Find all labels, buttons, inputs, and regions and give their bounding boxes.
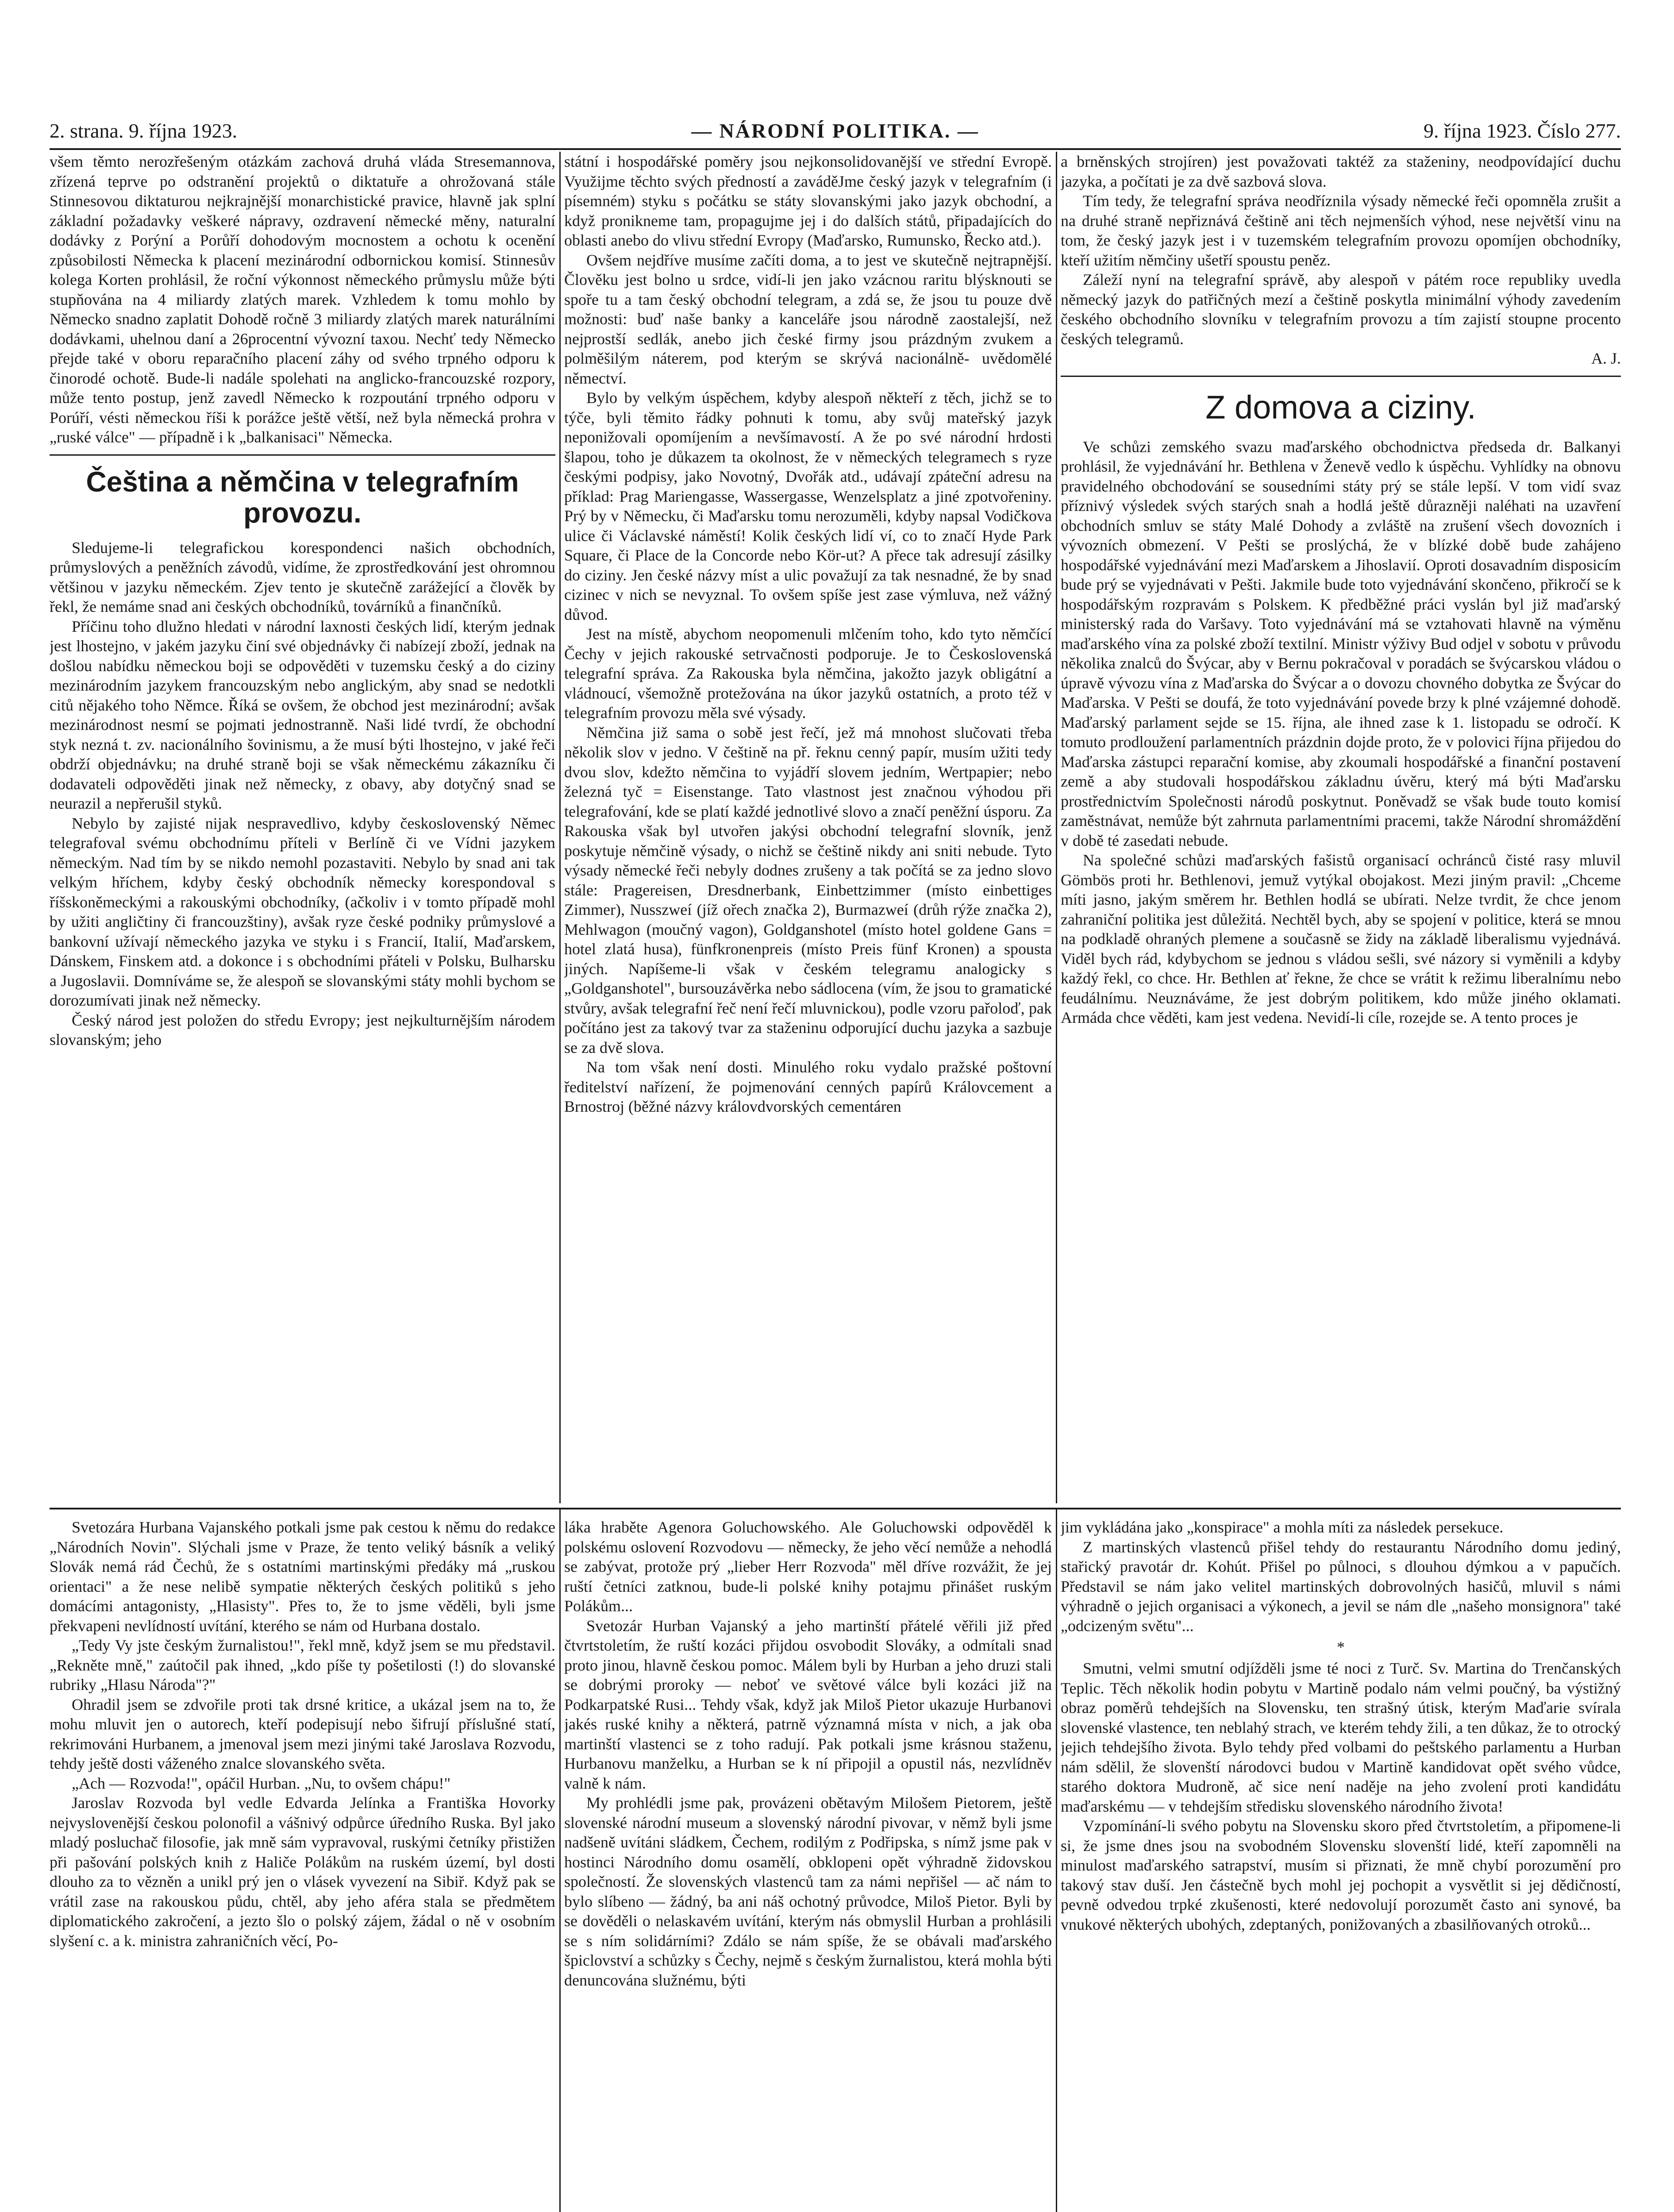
article-continuation: všem těmto nerozřešeným otázkám zachová druhá vláda Stresemannova, zřízená teprve po odstranění projektů o diktatuře a ohrožovaná stále Stinnesovou diktaturou nejkrajnější monarchistické pravice, hlavně jak splní základní požadavky veškeré nápravy, ozdravení německé měny, naturalní dodávky z Porýní a Porůří dohodovým mocnostem a ochotu k ocenění způsobilosti Německa k placení mezinárodní odbornickou komisí. Stinnesův kolega Korten prohlásil, že roční výkonnost německého průmyslu může býti stupňována na 4 miliardy zlatých marek. Vzhledem k tomu mohlo by Německo snadno zaplatit Dohodě ročně 3 miliardy zlatých marek naturálními dodávkami, uhelnou daní a 26procentní vývozní taxou. Nechť tedy Německo přejde také v oboru reparačního placení záhy od svého trpného odporu k činorodé ochotě. Bude-li nadále spolehati na anglicko-francouzské rozpory, může tento postup, jenž zavedl Německo k rozpoutání trpného odporu v Porúří, vésti německou říši k porážce ještě větší, než byla německá prohra v „ruské válce" — případně i k „balkanisaci" Německa. (50, 153, 555, 446)
column-1 (50, 152, 555, 1050)
column-divider (1056, 1509, 1057, 2212)
author-signature: A. J. (1591, 349, 1621, 367)
paragraph: My prohlédli jsme pak, provázeni obětavým Milošem Pietorem, ještě slovenské národní museum a slovenský národní pivovar, v němž byli jsme nadšeně uvítáni sládkem, Čechem, rodilým z Podřipska, s nímž jsme pak v hostinci Národního domu osamělí, obklopeni opět výhradně židovskou společností. Že slovenských vlastenců tam za námi nepřišel — ač nám to bylo slíbeno — žádný, ba ani náš ochotný průvodce, Miloš Pietor. Byli by se dověděli o nelaskavém uvítání, kterým nás obmyslil Hurban a prohlásili se s ním solidárními? Zdálo se nám spíše, že se obávali maďarského špiclovství a schůzky s Čechy, nejmě s českým žurnalistou, která mohla býti denuncována služnému, býti (564, 1794, 1052, 1989)
paragraph: Ohradil jsem se zdvořile proti tak drsné kritice, a ukázal jsem na to, že mohu mluvit jen o autorech, kteří podepisují nebo šifrují příslušné statí, rekrimováni Hurbanem, a jmenoval jsem mezi jinými také Jaroslava Rozvodu, tehdy ještě dosti váženého znalce slovanského světa. (50, 1695, 555, 1772)
feuilleton-section (50, 1508, 1621, 2212)
feuilleton-column-2 (564, 1517, 1052, 1990)
paragraph: Na tom však není dosti. Minulého roku vydalo pražské poštovní ředitelství nařízení, že pojmenování cenných papírů Královcement a Brnostroj (běžné názvy královdvorských cementáren (564, 1058, 1052, 1115)
paragraph: Příčinu toho dlužno hledati v národní laxnosti českých lidí, kterým jednak jest lhostejno, v jakém jazyku činí své objednávky či nabízejí zboží, jednak na došlou nabídku německou boji se odpověděti v tuzemsku český a do ciziny mezinárodním jazykem francouzským nebo anglickým, aby snad se nedotkli citů nějakého toho Němce. Říká se ovšem, že obchod jest mezinárodní; avšak mezinárodnost nesmí se pojmati jednostranně. Naši lidé tvrdí, že obchodní styk nezná t. zv. nacionálního šovinismu, a že musí býti lhostejno, v jaké řeči obdrží objednávku; na druhé straně boji se však německému zákazníku či dodavateli odpověděti jinak než německy, z obavy, aby dotyčný snad se neurazil a nepřerušil styků. (50, 617, 555, 812)
article-divider (50, 454, 555, 456)
masthead: — NÁRODNÍ POLITIKA. — (691, 119, 979, 142)
paragraph: „Ach — Rozvoda!", opáčil Hurban. „Nu, to ovšem chápu!" (72, 1774, 451, 1792)
paragraph: Český národ jest položen do středu Evropy; jest nejkulturnějším národem slovanským; jeho (50, 1011, 555, 1048)
paragraph: Svetozára Hurbana Vajanského potkali jsme pak cestou k němu do redakce „Národních Novin". Slýchali jsme v Praze, že tento veliký básník a veliký Slovák nemá rád Čechů, že s ostatními martinskými předáky má „ruskou orientaci" a že nese nelibě sympatie některých českých politiků s jeho domácími antagonisty, „Hlasisty". Přes to, že to jsme věděli, byli jsme překvapeni nevlídností uvítání, kterého se nám od Hurbana dostalo. (50, 1518, 555, 1635)
column-divider (559, 1509, 561, 2212)
paragraph: Svetozár Hurban Vajanský a jeho martinští přátelé věřili již před čtvrtstoletím, že ruští kozáci přijdou osvobodit Slováky, a odmítali snad proto jinou, hlavně českou pomoc. Málem byli by Hurban a jeho druzi stali se dobrými proroky — neboť ve světové válce byli kozáci již na Podkarpatské Rusi... Tehdy však, když jak Miloš Pietor ukazuje Hurbanovi jakés ruské knihy a některá, patrně významná místa v nich, a jak oba martinští vlastenci se z toho radují. Pak potkali jsme krásnou staženu, Hurbanovu manželku, a Hurban se k ní připojil a opustil nás, nezvlídněv valně k nám. (564, 1617, 1052, 1792)
paragraph: láka hraběte Agenora Goluchowského. Ale Goluchowski odpověděl k polskému oslovení Rozvodovu — německy, že jeho věcí nemůže a nehodlá se zabývat, protože prý „lieber Herr Rozvoda" měl dříve rozvážit, že jej ruští četníci zatknou, bude-li polské knihy potajmu přinášet ruským Polákům... (564, 1518, 1052, 1615)
section-heading: Z domova a ciziny. (1205, 388, 1476, 426)
paragraph: Němčina již sama o sobě jest řečí, jež má mnohost slučovati třeba několik slov v jedno. V češtině na př. řeknu cenný papír, musím užiti tedy dvou slov, kdežto němčina to vyjádří slovem jedním, Wertpapier; nebo železná tyč = Eisenstange. Tato vlastnost jest značnou výhodou při telegrafování, kde se platí každé jednotlivé slovo a značí peněžní úsporu. Za Rakouska však byl utvořen jakýsi obchodní telegrafní slovník, jenž poskytuje němčině výsady, o nichž se češtině nikdy ani sniti nebude. Tyto výsady německé řeči nebyly dodnes zrušeny a tak počítá se za jedno slovo stále: Pragereisen, Dresdnerbank, Einbettzimmer (místo einbettiges Zimmer), Nusszweí (jíž ořech značka 2), Burmazweí (drůh rýže značka 2), Mehlwagon (moučný vagon), Goldganshotel (místo hotel goldene Gans = hotel zlatá husa), fünfkronenpreis (místo Preis fünf Kronen) a spousta jiných. Napíšeme-li však v českém telegramu analogicky s „Goldganshotel", bursouzávěrka nebo sádlocena (vím, že jsou to gramatické stvůry, avšak telegrafní řeč není řečí mluvnickou), podle vzoru pařoloď, pak počítáno jest za takový tvar za staženinu odporující duchu jazyka a sazbuje se za dvě slova. (564, 723, 1052, 1056)
section-separator: * (1337, 1638, 1345, 1656)
header-left: 2. strana. 9. října 1923. (50, 119, 238, 142)
feuilleton-column-1 (50, 1517, 555, 1951)
paragraph: Ovšem nejdříve musíme začíti doma, a to jest ve skutečně nejtrapnější. Člověku jest bolno u srdce, vidí-li jen jako vzácnou raritu blýsknouti se spoře tu a tam český obchodní telegram, a zdá se, že jsou tu pouze dvě možnosti: buď naše banky a kanceláře jsou národně zaostalejší, než nejprostší sedlák, anebo jich české firmy jsou prázdným zvukem a polměšilým náterem, pod kterým se skrývá nacionálně- uvědomělé němectví. (564, 251, 1052, 387)
column-3 (1061, 152, 1621, 1028)
page-body (50, 152, 1621, 2212)
paragraph: Jest na místě, abychom neopomenuli mlčením toho, kdo tyto němčící Čechy v jejich rakouské setrvačnosti podporuje. Je to Československá telegrafní správa. Za Rakouska byla němčina, jakožto jazyk obligátní a vládnoucí, všemožně protežována na úkor jazyků ostatních, a proto též v telegrafním provozu měla své výsady. (564, 625, 1052, 722)
column-2 (564, 152, 1052, 1117)
paragraph: Bylo by velkým úspěchem, kdyby alespoň někteří z těch, jichž se to týče, byli těmito řádky pohnuti k tomu, aby svůj mateřský jazyk neponižovali opomíjením a nevšímavostí. A že po své národní hrdosti šlapou, toho je důkazem ta okolnost, že v německých telegramech s ryze českými podpisy, jako Novotný, Dvořák atd., udávají zpáteční adresu na příklad: Prag Mariengasse, Wassergasse, Wenzelsplatz a jiné zpotvořeniny. Prý by v Německu, či Maďarsku tomu nerozuměli, kdyby napsal Vodičkova ulice či Václavské náměstí! Kolik českých lidí ví, co to značí Hyde Park Square, či Place de la Concorde nebo Kör-ut? A přece tak adresují zásilky do ciziny. Jen české názvy míst a ulic považují za tak nesnadné, že by snad cizinec v nich se nevyznal. To ovšem spíše jest zase výmluva, než vážný důvod. (564, 389, 1052, 623)
header-right: 9. října 1923. Číslo 277. (1424, 119, 1621, 142)
paragraph: Sledujeme-li telegrafickou korespondenci našich obchodních, průmyslových a peněžních závodů, vidíme, že zprostředkování jest ohromnou většinou v jazyku německém. Zjev tento je skutečně zarážející a člověk by řekl, že nemáme snad ani českých obchodníků, továrníků a finančníků. (50, 538, 555, 615)
page-header (50, 117, 1621, 145)
paragraph: státní i hospodářské poměry jsou nejkonsolidovanější ve střední Evropě. Využijme těchto svých předností a zaváděJme český jazyk v telegrafním (i písemném) styku s počátku se státy slovanskými jako jazyk obchodní, a když proniknemе tam, propagujme jej i do dalších států, připadajících do oblasti anebo do vlivu střední Evropy (Maďarsko, Rumunsko, Řecko atd.). (564, 153, 1052, 249)
paragraph: Tím tedy, že telegrafní správa neodříznila výsady německé řeči opomněla zrušit a na druhé straně nepřiznává češtině ani těch nejmenších výhod, nese největší vinu na tom, že český jazyk jest i v tuzemském telegrafním provozu opomíjen obchodníky, kteří užitím němčiny ušetří spoustu peněz. (1061, 192, 1621, 269)
paragraph: a brněnských strojíren) jest považovati taktéž za staženiny, neodpovídající duchu jazyka, a počítati je za dvě sazbová slova. (1061, 153, 1621, 190)
paragraph: Ve schůzi zemského svazu maďarského obchodnictva předseda dr. Balkanyi prohlásil, že vyjednávání hr. Bethlena v Ženevě vedlo k úspěchu. Vyhlídky na obnovu pravidelného obchodování se sousedními státy prý se stále lepší. V tom vidí svaz příznivý výsledek svých starých snah a hodlá ještě důrazněji naléhati na uzavření obchodních smluv se státy Malé Dohody a zvláště na zrušení všech dovozních i vývozních obmezení. V Pešti se proslýchá, že v blízké době bude zahájeno hospodářské vyjednávání mezi Maďarskem a Jihoslavií. Oproti dosavadním disposicím bude prý se vyjednávati v Pešti. Jakmile bude toto vyjednávání skončeno, přikročí se k hospodářským rozpravám s Polskem. K předběžné práci vyslán byl již maďarský ministerský rada do Varšavy. Toto vyjednávání má se vztahovati hlavně na výměnu maďarského vína za polské zboží textilní. Ministr výživy Bud odjel v sobotu v průvodu několika znalců do Švýcar, aby v Bernu pokračoval v poradách se švýcarskou vládou o úpravě vývozu vína z Maďarska do Švýcar a o dovozu chovného dobytka ze Švýcar do Maďarska. V Pešti se doufá, že toto vyjednávání povede brzy k plné vzájemné dohodě. Maďarský parlament sejde se 15. října, ale ihned zase k 1. listopadu se odročí. K tomuto prodloužení parlamentních prázdnin dojde proto, že v polovici října přijedou do Maďarska zástupci reparační komise, aby zkoumali hospodářské a finanční postavení země a aby studovali hospodářskou základnu úvěru, který má býti Maďarsku prostřednictvím Společnosti národů poskytnut. Poněvadž se však bude touto komisí zaměstnávat, nemůže být zahrnuta parlamentními pracemi, takže Národní shromáždění v době té zasedati nebude. (1061, 438, 1621, 849)
paragraph: jim vykládána jako „konspirace" a mohla míti za následek persekuce. (1061, 1518, 1504, 1536)
paragraph: Nebylo by zajisté nijak nespravedlivo, kdyby československý Němec telegrafoval svému obchodnímu příteli v Berlíně či ve Vídni jazykem německým. Nad tím by se nikdo nemohl pozastaviti. Nebylo by snad ani tak velkým hříchem, kdyby český obchodník německy korespondoval s říšskoněmeckými a rakouskými obchodníky, (ačkoliv i v tomto případě mohl by užiti angličtiny či francouzštiny), avšak ryze české podniky průmyslové a bankovní užívají německého jazyka ve styku i s Francií, Italií, Maďarskem, Dánskem, Finskem atd. a dokonce i s obchodními přáteli v Polsku, Bulharsku a Jugoslavii. Domníváme se, že alespoň se slovanskými státy mohli bychom se dorozumívati jinak než německy. (50, 814, 555, 1009)
article-heading: Čeština a němčina v telegrafním provozu. (86, 465, 519, 529)
paragraph: Záleží nyní na telegrafní správě, aby alespoň v pátém roce republiky uvedla německý jazyk do patřičných mezí a češtině poskytla minimální výhody zavedením českého obchodního slovníku v telegrafním provozu a tím zajistí stoupne procento českých telegramů. (1061, 271, 1621, 348)
header-rule (50, 148, 1621, 150)
column-divider (559, 152, 561, 1503)
paragraph: Z martinských vlastenců přišel tehdy do restaurantu Národního domu jediný, stařický pravotár dr. Kohút. Přišel po půlnoci, s dlouhou dýmkou a v papučích. Představil se nám jako velitel martinských dobrovolných hasičů, mluvil s námi výhradně o jejich organisaci a výkonech, a jevil se nám dle „našeho monsignora" také „odcizeným světu"... (1061, 1538, 1621, 1635)
feuilleton-column-3 (1061, 1517, 1621, 1934)
paragraph: Smutni, velmi smutní odjížděli jsme té noci z Turč. Sv. Martina do Trenčanských Teplic. Těch několik hodin pobytu v Martině podalo nám velmi poučný, ba výstižný obraz poměrů tehdejších na Slovensku, ten strašný útisk, kterým Maďarie svírala slovenské vlastence, ten neblahý strach, ve kterém tehdy žili, a ten důkaz, že to otrocký jejich tehdejšího života. Bylo tehdy před volbami do peštského parlamentu a Hurban nám sdělil, že slovenští národovci budou v Martině kandidovat opět svého vůdce, starého doktora Mudroně, ač sice není naděje na jeho zvolení proti kandidátu maďarskému — v tehdejším středisku slovenského národního života! (1061, 1659, 1621, 1815)
upper-section (50, 152, 1621, 1503)
column-divider (1056, 152, 1057, 1503)
paragraph: Na společné schůzi maďarských fašistů organisací ochránců čisté rasy mluvil Gömbös proti hr. Bethlenovi, jemuž vytýkal obojakost. Mezi jiným pravil: „Chceme míti jasno, jakým směrem hr. Bethlen hodlá se ubírati. Nelze tvrdit, že chce jenom zahraniční politika jest důležitá. Nechtěl bych, aby se spojení v politice, která se mnou na podkladě ohraných plemene a současně se židy na základě liberalismu vyjednává. Viděl bych rád, kdybychom se jednou s vládou sešli, své názory si vyměnili a kdyby každý řekl, co chce. Hr. Bethlen ať řekne, že chce se vrátit k režimu liberalnímu nebo feudálnímu. Neuznáváme, že jest dobrým politikem, kdo může jiného oklamati. Armáda chce věděti, kam jest vedena. Nevidí-li cíle, rozejde se. A tento proces je (1061, 851, 1621, 1026)
paragraph: Vzpomínání-li svého pobytu na Slovensku skoro před čtvrtstoletím, a připomene-li si, že jsme dnes jsou na svobodném Slovensku slovenští lidé, kteří zapomněli na minulost maďarského satrapství, musím si přiznati, že mně chybí porozumění pro takový stav duší. Jen částečně bych mohl jej pochopit a vysvětlit si jej dědičností, pevně odvedou trpké zkušenosti, které nedovolují porozumět často ani synové, ba vnukové některých ubohých, zdeptaných, ponižovaných a zbasilňovaných otroků... (1061, 1817, 1621, 1933)
paragraph: Jaroslav Rozvoda byl vedle Edvarda Jelínka a Františka Hovorky nejvyslovenější českou polonofil a vášnivý odpůrce úředního Ruska. Byl jako mladý posluchač filosofie, jak mně sám vypravoval, ruskými četníky přistižen při pašování polských knih z Haliče Polákům na ruském území, byl dosti dlouho za to vězněn a unikl prý jen o vlásek vyvezení na Sibiř. Když pak se vrátil zase na rakouskou půdu, chtěl, aby jeho aféra stala se předmětem diplomatického zakročení, a jezto šlo o polský zájem, žádal o ně v osobním slyšení c. a k. ministra zahraničních věcí, Po- (50, 1794, 555, 1950)
paragraph: „Tedy Vy jste českým žurnalistou!", řekl mně, když jsem se mu představil. „Rekněte mně," zaútočil pak ihned, „kdo píše ty pošetilosti (!) do slovanské rubriky „Hlasu Národa"?" (50, 1636, 555, 1694)
article-divider (1061, 376, 1621, 377)
